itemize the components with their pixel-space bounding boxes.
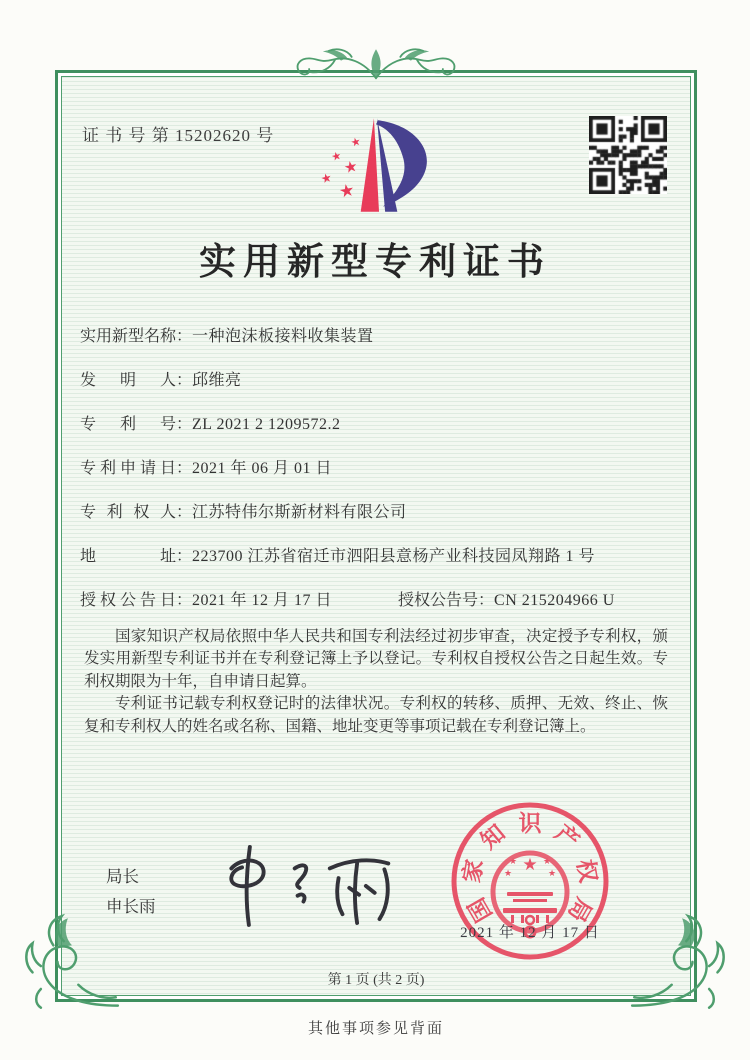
cnipa-logo xyxy=(318,112,438,216)
field-row xyxy=(80,502,670,524)
field-colon: ： xyxy=(176,592,193,609)
corner-flourish-bottom-right xyxy=(628,912,732,1016)
field-value: 一种泡沫板接料收集装置 xyxy=(192,328,374,345)
field-value: 邱维亮 xyxy=(192,372,242,389)
logo-wedge-red xyxy=(361,118,379,212)
field-row xyxy=(80,370,670,392)
svg-text:知: 知 xyxy=(476,820,510,854)
svg-text:★: ★ xyxy=(349,134,363,150)
svg-text:★: ★ xyxy=(508,857,518,867)
field-colon: ： xyxy=(176,372,193,389)
field-value: 223700 江苏省宿迁市泗阳县意杨产业科技园凤翔路 1 号 xyxy=(192,548,596,565)
svg-text:权: 权 xyxy=(572,857,601,885)
svg-text:★: ★ xyxy=(319,170,334,187)
field-value: 2021 年 06 月 01 日 xyxy=(192,460,333,477)
seal-date: 2021 年 12 月 17 日 xyxy=(460,925,600,941)
svg-text:★: ★ xyxy=(542,857,552,867)
director-signature xyxy=(205,836,400,932)
logo-stars xyxy=(319,135,362,203)
page-number: 第 1 页 (共 2 页) xyxy=(327,973,425,988)
corner-flourish-bottom-left xyxy=(18,912,122,1016)
field-value: 2021 年 12 月 17 日 xyxy=(192,592,333,609)
field-colon: ： xyxy=(176,328,193,345)
legal-paragraphs xyxy=(84,626,668,738)
field-row xyxy=(80,414,670,436)
field-label: 授权公告日 xyxy=(80,592,176,609)
signer-title: 局长 xyxy=(106,867,139,886)
field-row xyxy=(80,326,670,348)
field-label: 发明人 xyxy=(80,372,176,389)
field-value: 江苏特伟尔斯新材料有限公司 xyxy=(192,504,407,521)
field-label: 实用新型名称 xyxy=(80,328,177,345)
svg-text:★: ★ xyxy=(342,156,360,178)
legal-paragraph: 国家知识产权局依照中华人民共和国专利法经过初步审查，决定授予专利权，颁发实用新型专利证书并在专利登记簿上予以登记。专利权自授权公告之日起生效。专利权期限为十年，自申请日起算。 xyxy=(84,628,668,690)
field-colon: ： xyxy=(176,460,193,477)
svg-text:识: 识 xyxy=(518,811,542,836)
svg-text:★: ★ xyxy=(522,855,538,875)
signer-block xyxy=(106,862,156,922)
svg-text:局: 局 xyxy=(563,893,597,926)
svg-text:★: ★ xyxy=(503,869,513,879)
field-label: 专利权人 xyxy=(80,504,176,521)
certificate-title: 实用新型专利证书 xyxy=(199,242,551,283)
field-row xyxy=(80,546,670,568)
field-label: 授权公告号： xyxy=(398,592,495,609)
top-flourish-ornament xyxy=(262,42,490,90)
field-label: 专利申请日 xyxy=(80,460,176,477)
field-label: 地址 xyxy=(80,548,176,565)
legal-paragraph: 专利证书记载专利权登记时的法律状况。专利权的转移、质押、无效、终止、恢复和专利权人的姓名或名称、国籍、地址变更等事项记载在专利登记簿上。 xyxy=(84,695,668,735)
field-colon: ： xyxy=(176,504,193,521)
svg-text:★: ★ xyxy=(330,148,343,164)
field-row xyxy=(80,590,670,612)
qr-code xyxy=(589,116,667,194)
field-colon: ： xyxy=(176,416,193,433)
svg-text:★: ★ xyxy=(337,180,357,203)
field-colon: ： xyxy=(176,548,193,565)
svg-text:国: 国 xyxy=(463,893,497,926)
field-value: ZL 2021 2 1209572.2 xyxy=(192,416,341,433)
field-list xyxy=(80,326,670,634)
field-row xyxy=(80,458,670,480)
signer-name: 申长雨 xyxy=(106,897,156,916)
svg-text:家: 家 xyxy=(459,857,488,885)
svg-text:产: 产 xyxy=(550,820,584,854)
back-side-note: 其他事项参见背面 xyxy=(307,1021,444,1037)
field-value: CN 215204966 U xyxy=(494,592,615,609)
field-label: 专利号 xyxy=(80,416,176,433)
svg-text:★: ★ xyxy=(547,869,557,879)
certificate-number: 证 书 号 第 15202620 号 xyxy=(82,126,275,145)
